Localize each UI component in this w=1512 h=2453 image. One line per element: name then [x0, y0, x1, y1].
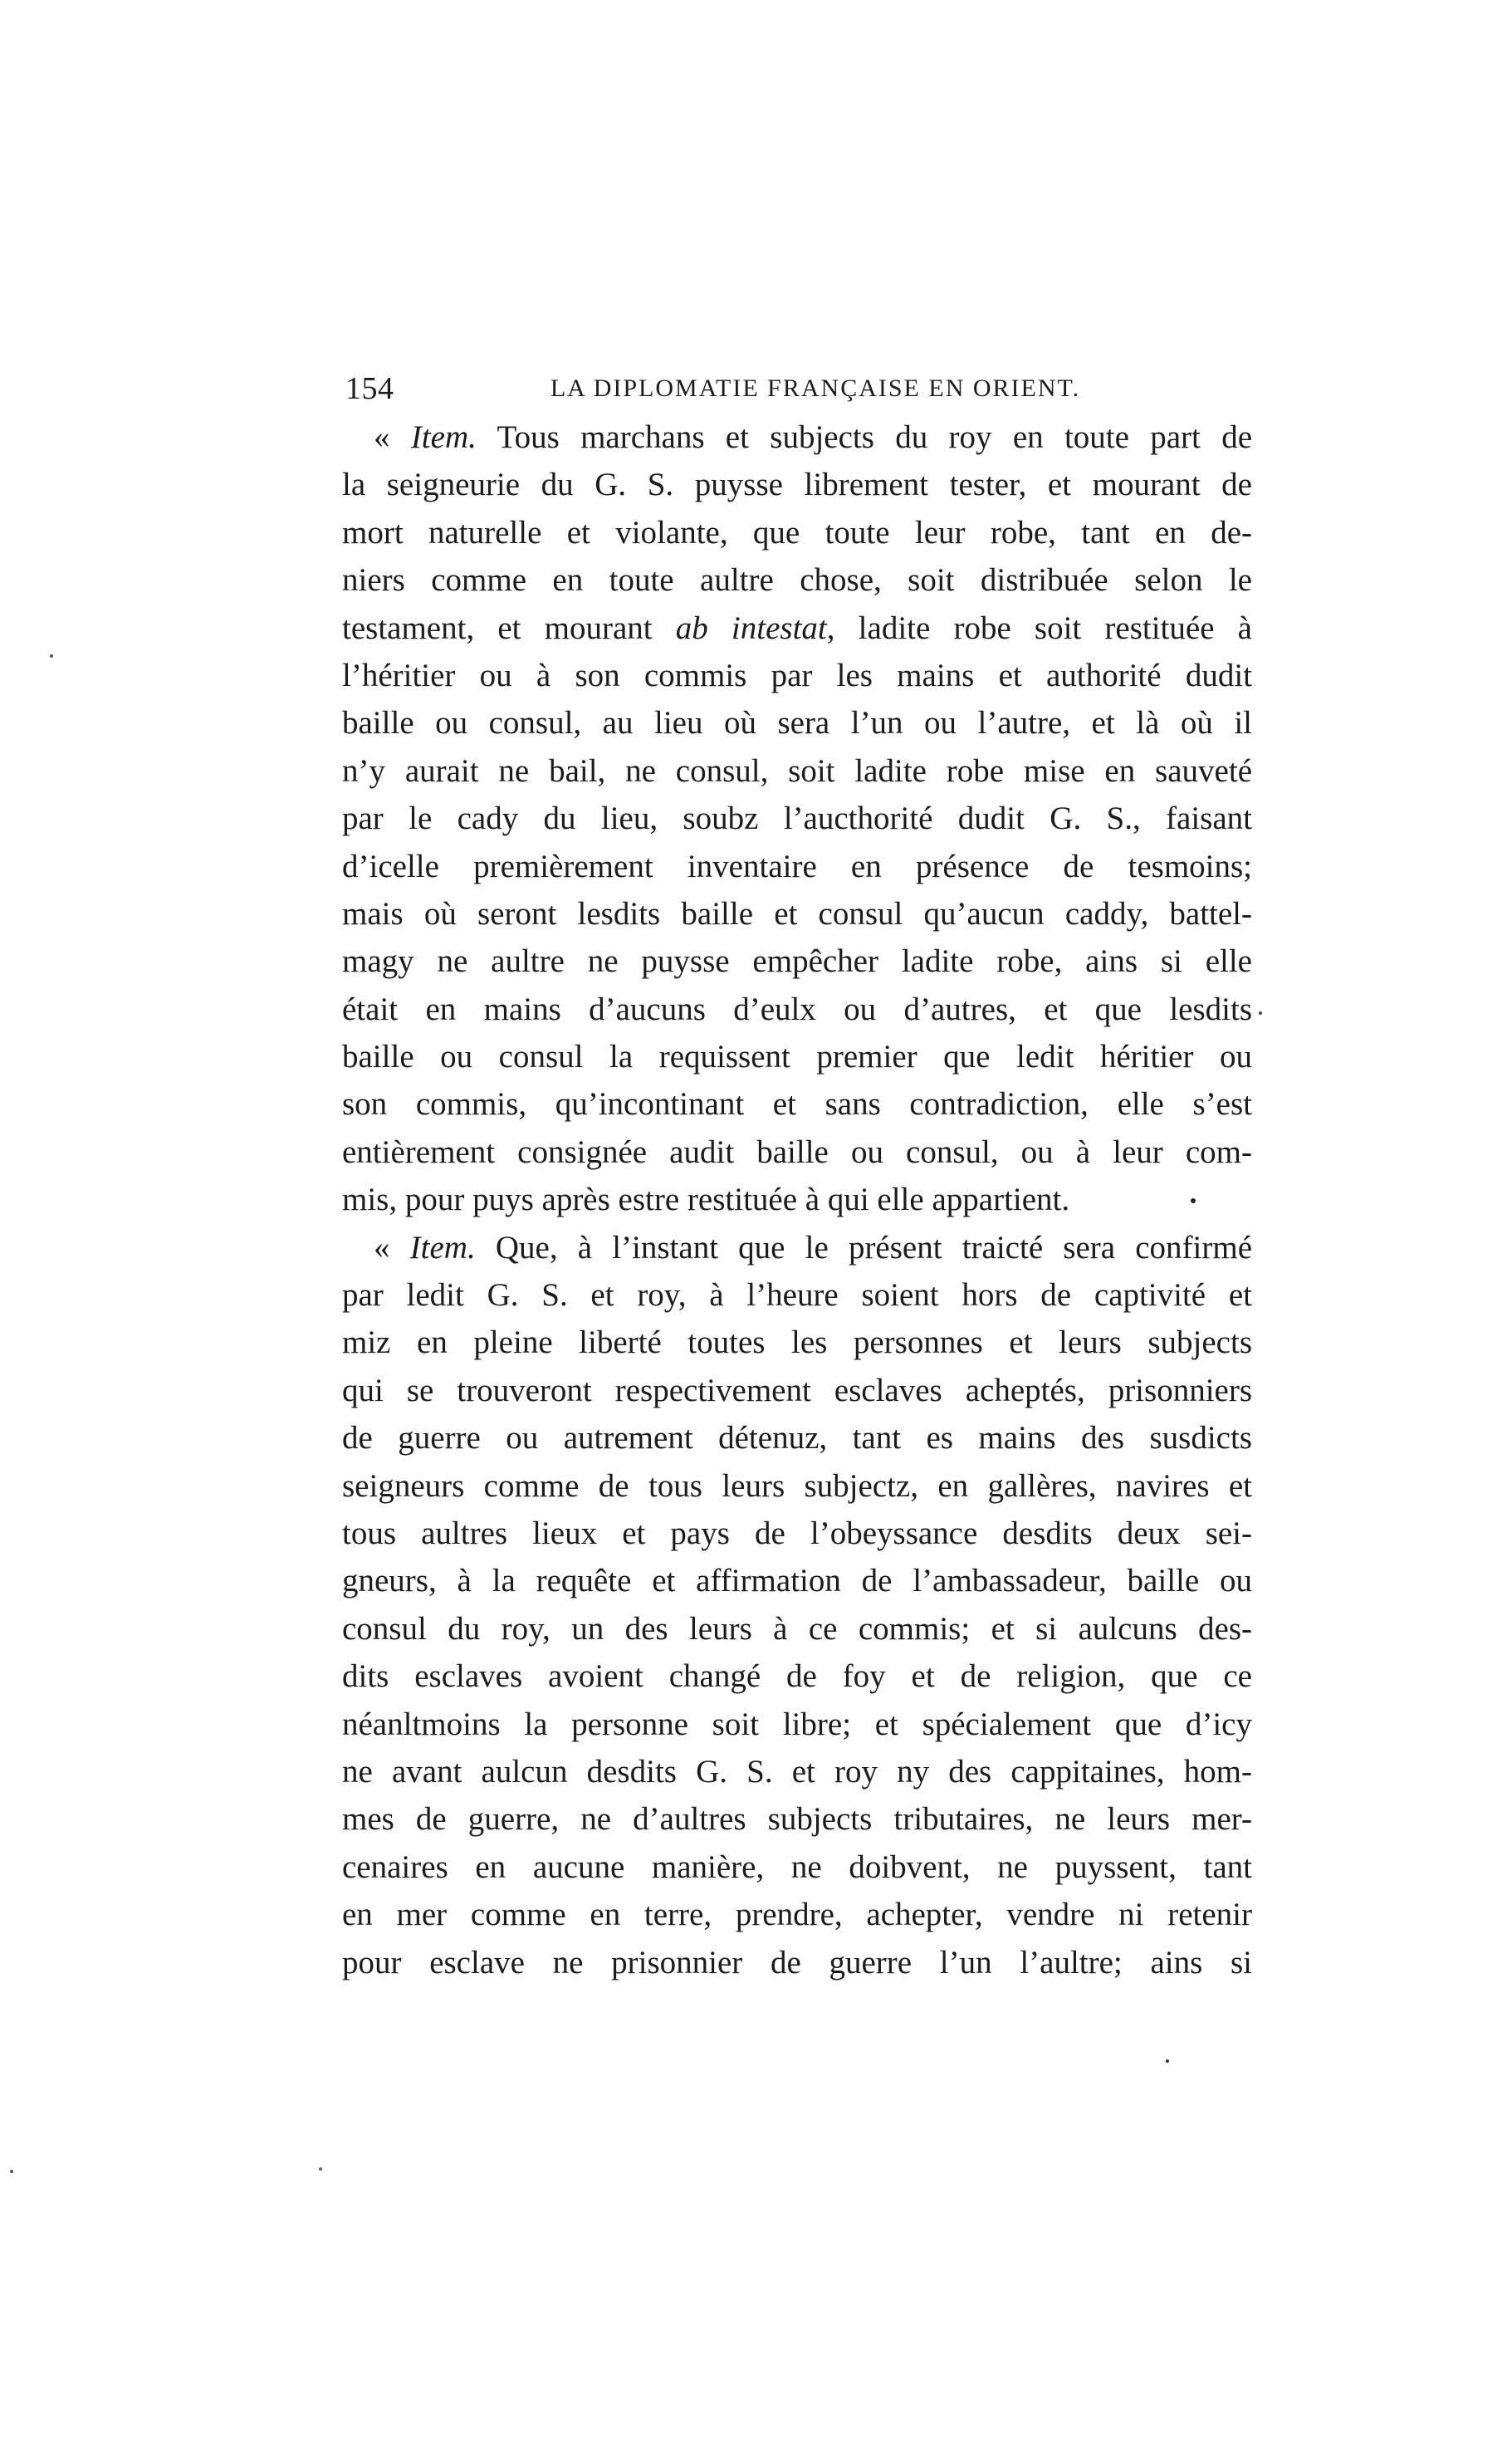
- text-line: [342, 652, 1252, 699]
- text-line: [342, 1271, 1252, 1319]
- text-line: [342, 890, 1252, 938]
- text-line: [342, 605, 1252, 652]
- text-line: [342, 795, 1252, 842]
- text-run: néanltmoins la personne soit libre; et spécialement que d’icy: [342, 1706, 1252, 1742]
- text-line: [342, 1891, 1252, 1938]
- text-line: [342, 1795, 1252, 1843]
- text-line: [342, 1939, 1252, 1986]
- text-line: [342, 1080, 1252, 1128]
- scan-speck: [1259, 1011, 1262, 1015]
- text-run: Que, à l’instant que le présent traicté sera confirmé: [475, 1229, 1252, 1266]
- text-run: «: [374, 1229, 410, 1266]
- text-line: [342, 986, 1252, 1033]
- text-line: [342, 938, 1252, 985]
- text-run: l’héritier ou à son commis par les mains et authorité dudit: [342, 657, 1252, 693]
- text-line: [342, 414, 1252, 461]
- text-run: entièrement consignée audit baille ou consul, ou à leur com-: [342, 1133, 1252, 1170]
- text-run: n’y aurait ne bail, ne consul, soit ladite robe mise en sauveté: [342, 752, 1252, 789]
- text-run: baille ou consul la requissent premier que ledit héritier ou: [342, 1039, 1252, 1075]
- text-run: gneurs, à la requête et affirmation de l’ambassadeur, baille ou: [342, 1563, 1252, 1599]
- text-run: de guerre ou autrement détenuz, tant es mains des susdicts: [342, 1420, 1252, 1457]
- text-line: [342, 1557, 1252, 1604]
- text-run: miz en pleine liberté toutes les personnes et leurs subjects: [342, 1324, 1252, 1361]
- text-line: [342, 1176, 1252, 1223]
- text-run: son commis, qu’incontinant et sans contradiction, elle s’est: [342, 1086, 1252, 1123]
- text-run: cenaires en aucune manière, ne doibvent, ne puyssent, tant: [342, 1848, 1252, 1885]
- text-line: [342, 1843, 1252, 1891]
- text-run: seigneurs comme de tous leurs subjectz, en gallères, navires et: [342, 1467, 1252, 1504]
- text-line: [342, 1414, 1252, 1462]
- scan-speck: [10, 2170, 13, 2173]
- text-run: testament, et mourant: [342, 610, 676, 646]
- text-run: mort naturelle et violante, que toute leur robe, tant en de-: [342, 514, 1252, 551]
- text-line: [342, 1748, 1252, 1795]
- text-line: [342, 1510, 1252, 1557]
- text-run: par ledit G. S. et roy, à l’heure soient hors de captivité et: [342, 1277, 1252, 1314]
- text-line: [342, 509, 1252, 556]
- text-line: [342, 1462, 1252, 1510]
- text-line: [342, 1701, 1252, 1748]
- running-header: [345, 364, 1252, 414]
- text-run: magy ne aultre ne puysse empêcher ladite robe, ains si elle: [342, 943, 1252, 980]
- text-line: [342, 461, 1252, 508]
- text-run: mes de guerre, ne d’aultres subjects tributaires, ne leurs mer-: [342, 1801, 1252, 1838]
- text-run: niers comme en toute aultre chose, soit distribuée selon le: [342, 562, 1252, 599]
- text-run: Tous marchans et subjects du roy en toute part de: [476, 419, 1253, 455]
- text-line: [342, 1129, 1252, 1176]
- text-run: dits esclaves avoient changé de foy et de religion, que ce: [342, 1658, 1252, 1695]
- text-run: était en mains d’aucuns d’eulx ou d’autres, et que lesdits: [342, 991, 1252, 1027]
- text-line: [342, 747, 1252, 795]
- text-line: [342, 1224, 1252, 1271]
- text-run: , ladite robe soit restituée à: [826, 610, 1252, 646]
- italic-run: Item.: [409, 1229, 476, 1266]
- text-line: [342, 1033, 1252, 1080]
- text-run: par le cady du lieu, soubz l’aucthorité dudit G. S., faisant: [342, 801, 1252, 837]
- scan-speck: [1166, 2059, 1169, 2063]
- text-line: [342, 1319, 1252, 1366]
- text-run: en mer comme en terre, prendre, achepter, vendre ni retenir: [342, 1897, 1252, 1933]
- text-run: ne avant aulcun desdits G. S. et roy ny des cappitaines, hom-: [342, 1753, 1252, 1790]
- text-run: d’icelle premièrement inventaire en présence de tesmoins;: [342, 848, 1252, 884]
- italic-run: Item.: [410, 419, 477, 455]
- text-run: «: [374, 419, 411, 455]
- text-run: mis, pour puys après estre restituée à qui elle appartient.: [342, 1182, 1070, 1218]
- text-line: [342, 843, 1252, 890]
- italic-run: ab intestat: [675, 610, 827, 646]
- text-run: pour esclave ne prisonnier de guerre l’un l’aultre; ains si: [342, 1944, 1252, 1981]
- text-line: [342, 1652, 1252, 1700]
- text-run: consul du roy, un des leurs à ce commis; et si aulcuns des-: [342, 1610, 1252, 1647]
- running-title: LA DIPLOMATIE FRANÇAISE EN ORIENT.: [550, 375, 1081, 402]
- text-line: [342, 1367, 1252, 1414]
- page-number: 154: [345, 371, 394, 406]
- text-run: la seigneurie du G. S. puysse librement tester, et mourant de: [342, 467, 1252, 503]
- text-run: qui se trouveront respectivement esclaves acheptés, prisonniers: [342, 1372, 1252, 1408]
- scan-speck: [319, 2167, 322, 2171]
- text-run: tous aultres lieux et pays de l’obeyssance desdits deux sei-: [342, 1515, 1252, 1551]
- text-line: [342, 556, 1252, 604]
- body-text: [342, 414, 1252, 1986]
- scan-speck: [50, 654, 53, 658]
- text-run: baille ou consul, au lieu où sera l’un ou l’autre, et là où il: [342, 705, 1252, 742]
- text-run: mais où seront lesdits baille et consul qu’aucun caddy, battel-: [342, 895, 1252, 932]
- text-line: [342, 699, 1252, 747]
- text-line: [342, 1605, 1252, 1652]
